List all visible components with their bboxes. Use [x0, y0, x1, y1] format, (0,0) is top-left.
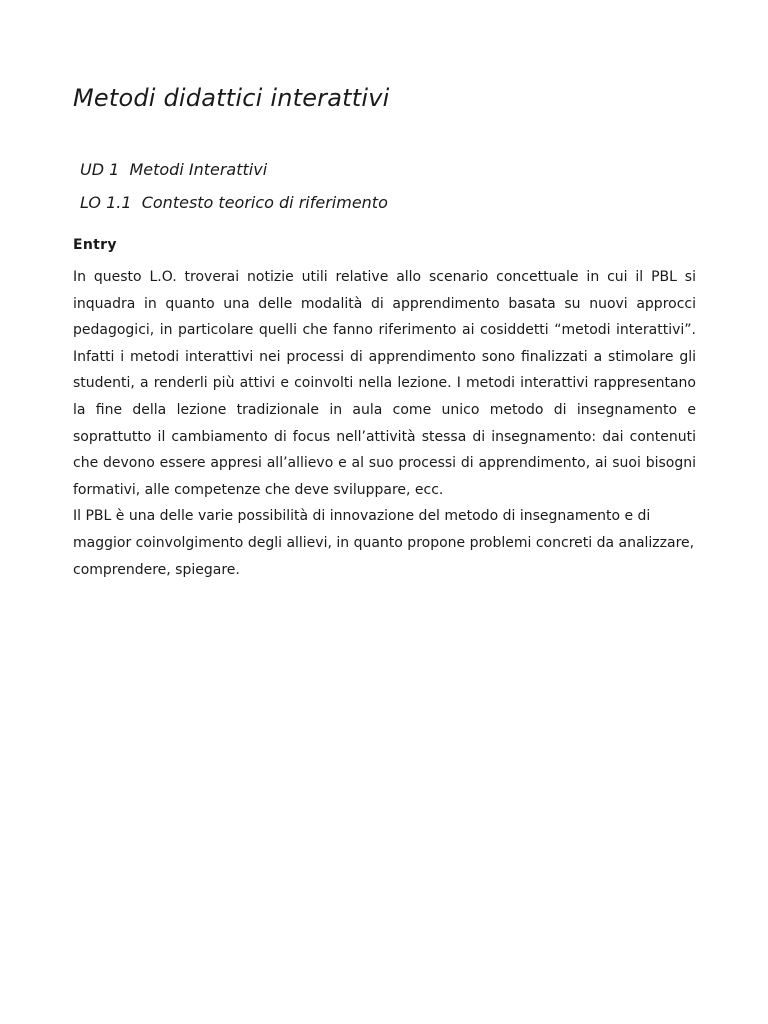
- section-label-entry: Entry: [73, 237, 117, 253]
- document-title: Metodi didattici interattivi: [73, 84, 390, 112]
- paragraph-pbl: Il PBL è una delle varie possibilità di innovazione del metodo di insegnamento e di maggior coinvolgimento degli allievi, in quanto propone problemi concreti da analizzare, comprendere, spiegare.: [73, 508, 695, 578]
- body-text: [73, 264, 696, 583]
- unit-heading: UD 1 Metodi Interattivi: [80, 160, 268, 179]
- learning-object-heading: LO 1.1 Contesto teorico di riferimento: [80, 193, 388, 212]
- paragraph-intro: In questo L.O. troverai notizie utili relative allo scenario concettuale in cui il PBL si inquadra in quanto una delle modalità di apprendimento basata su nuovi approcci pedagogici, in particolare quelli che fanno riferimento ai cosiddetti “metodi interattivi”. Infatti i metodi interattivi nei processi di apprendimento sono finalizzati a stimolare gli studenti, a renderli più attivi e coinvolti nella lezione. I metodi interattivi rappresentano la fine della lezione tradizionale in aula come unico metodo di insegnamento e soprattutto il cambiamento di focus nell’attività stessa di insegnamento: dai contenuti che devono essere appresi all’allievo e al suo processi di apprendimento, ai suoi bisogni formativi, alle competenze che deve sviluppare, ecc.: [73, 269, 696, 498]
